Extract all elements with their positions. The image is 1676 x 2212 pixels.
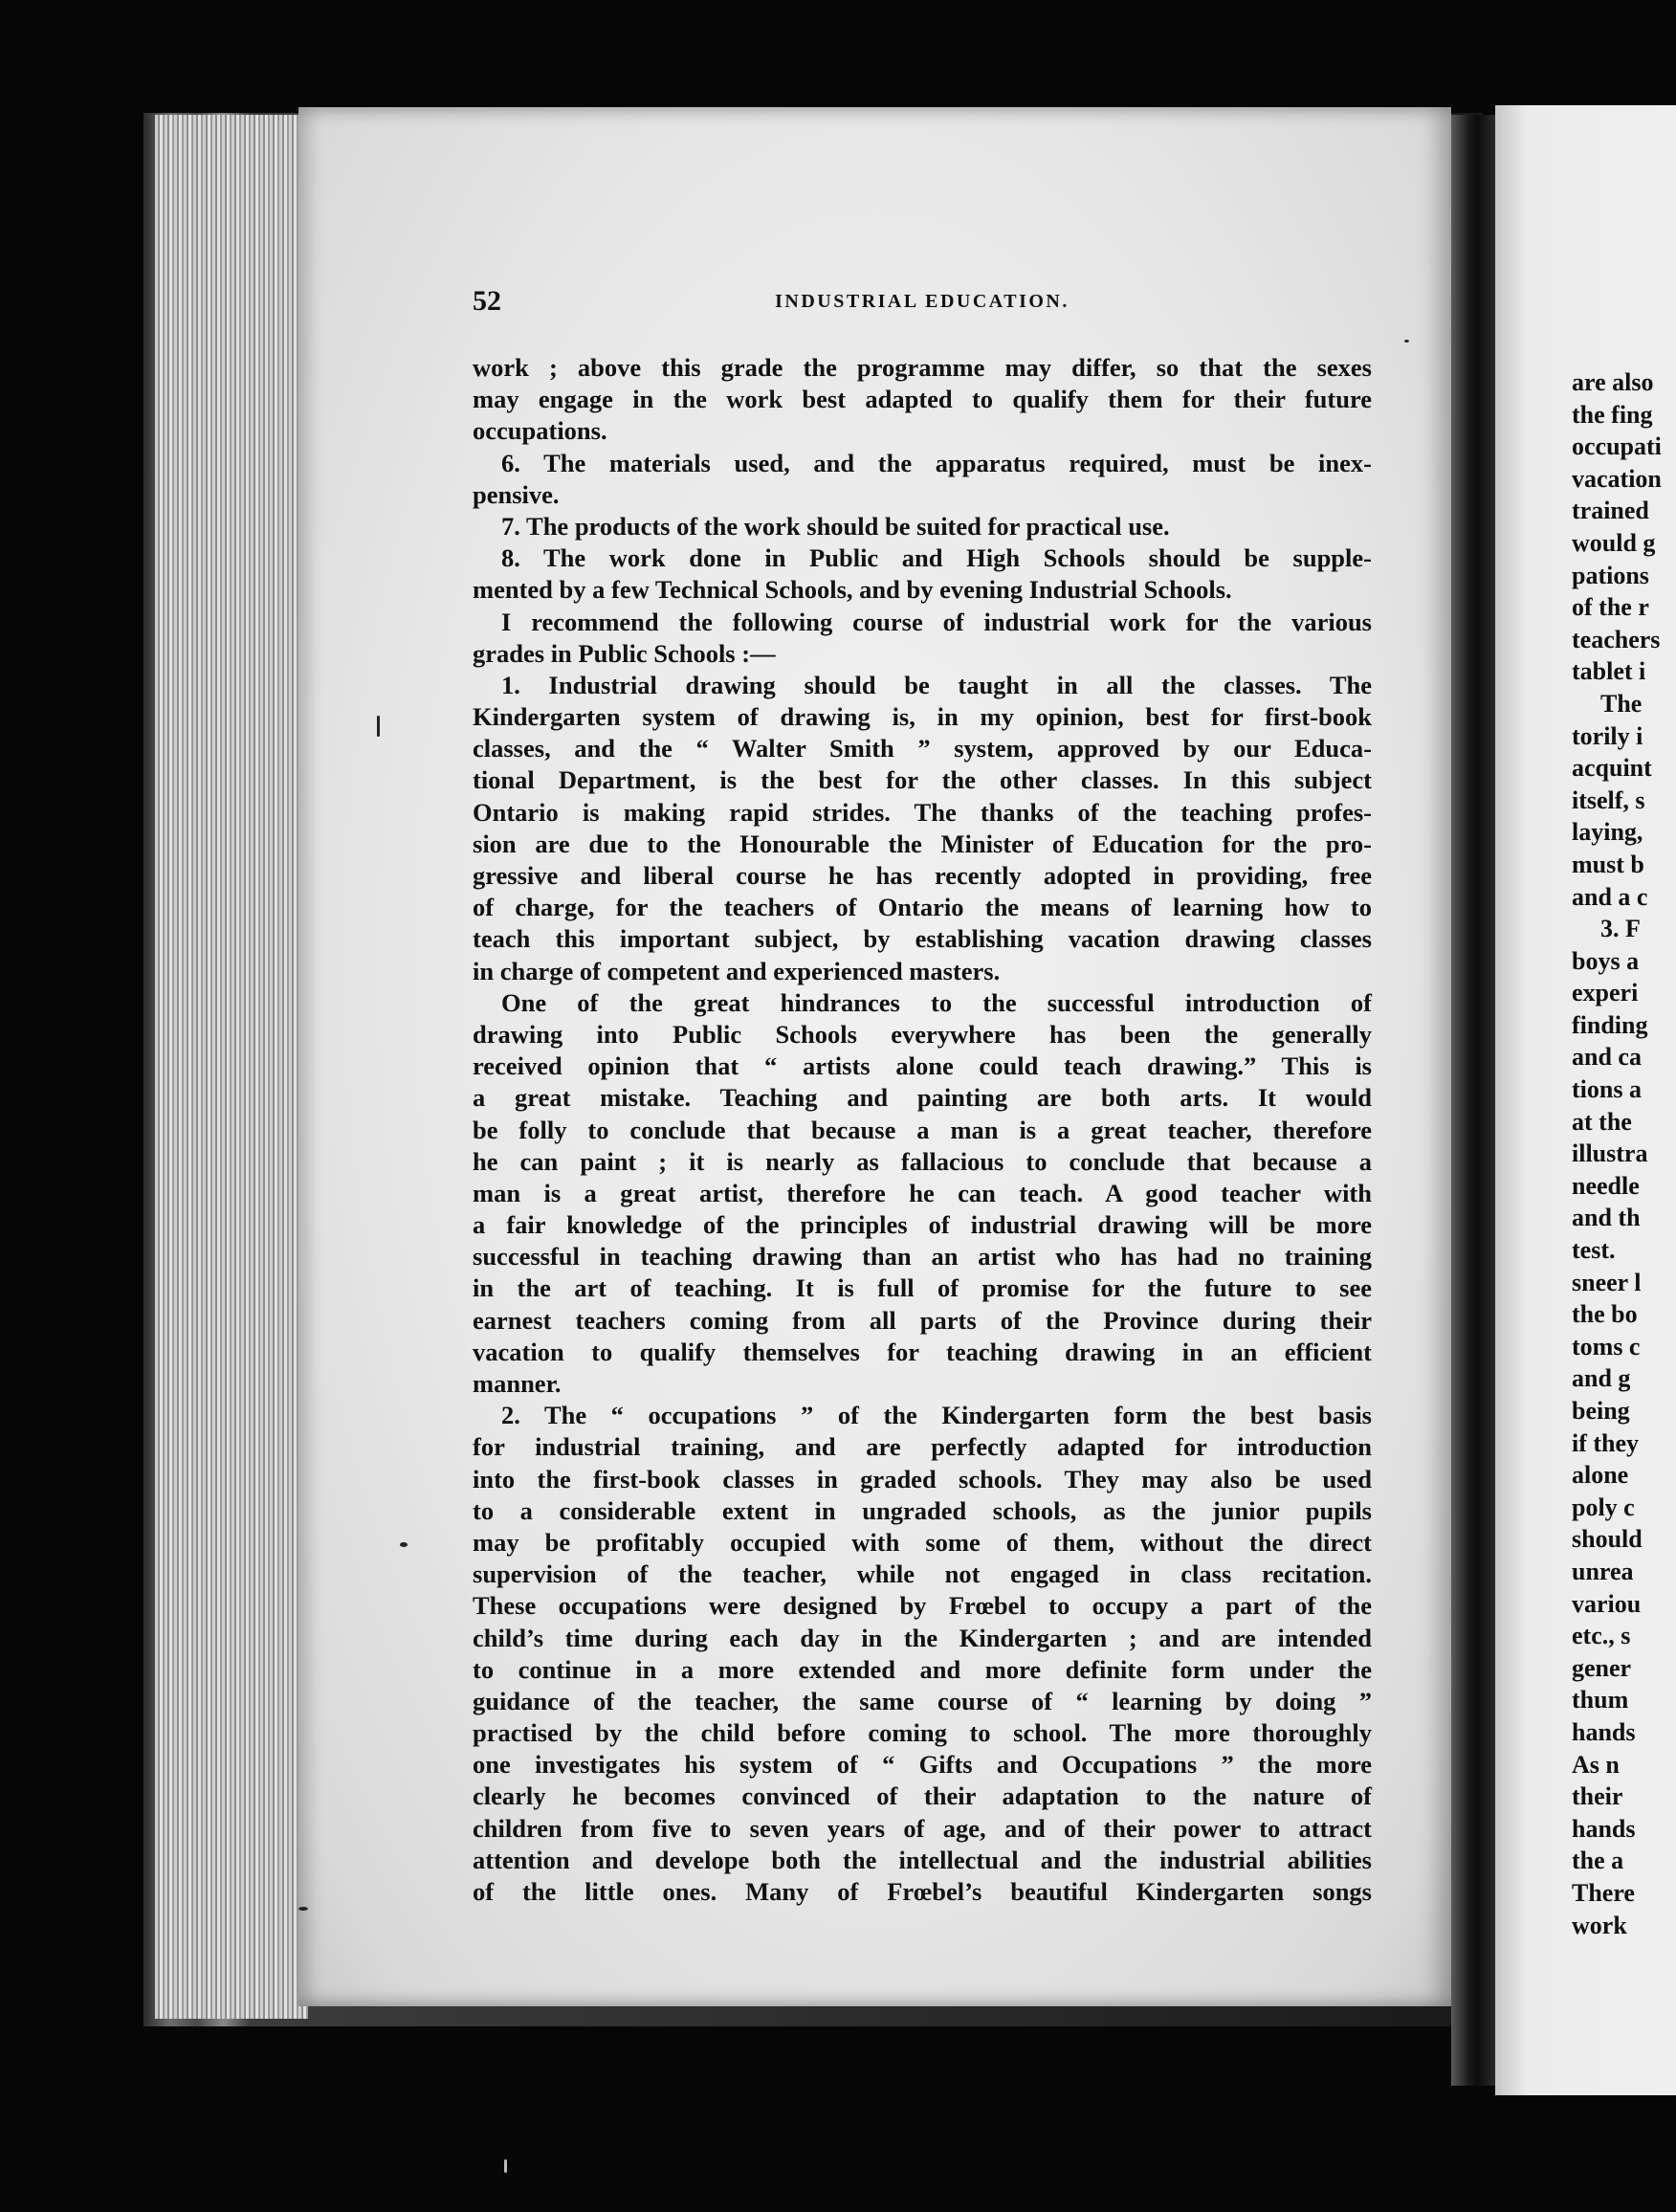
- text-line: earnest teachers coming from all parts of the Province during their: [473, 1305, 1372, 1335]
- right-page-line: etc., s: [1572, 1622, 1631, 1650]
- text-line: of charge, for the teachers of Ontario the means of learning how to: [473, 893, 1372, 922]
- right-page-line: itself, s: [1572, 785, 1645, 814]
- text-line: 8. The work done in Public and High Schools should be supple-: [501, 543, 1372, 573]
- right-page-line: illustra: [1572, 1139, 1648, 1168]
- text-line: a fair knowledge of the principles of industrial drawing will be more: [473, 1210, 1372, 1240]
- text-line: gressive and liberal course he has recently adopted in providing, free: [473, 861, 1372, 890]
- text-line: mented by a few Technical Schools, and by evening Industrial Schools.: [473, 575, 1232, 605]
- page-edges: [155, 115, 308, 2019]
- text-line: of the little ones. Many of Frœbel’s beautiful Kindergarten songs: [473, 1877, 1372, 1906]
- book-gutter: [1451, 115, 1495, 2086]
- right-page-line: test.: [1572, 1236, 1616, 1265]
- right-page-line: needle: [1572, 1171, 1640, 1200]
- text-line: 2. The “ occupations ” of the Kindergarten form the best basis: [501, 1401, 1372, 1430]
- text-line: vacation to qualify themselves for teaching drawing in an efficient: [473, 1337, 1372, 1366]
- text-line: Kindergarten system of drawing is, in my opinion, best for first-book: [473, 702, 1372, 732]
- right-page-line: hands: [1572, 1814, 1636, 1843]
- right-page-line: boys a: [1572, 946, 1640, 975]
- right-page-line: and g: [1572, 1364, 1631, 1393]
- text-line: 1. Industrial drawing should be taught in all the classes. The: [501, 670, 1372, 699]
- right-page-line: are also: [1572, 368, 1654, 396]
- running-head: INDUSTRIAL EDUCATION.: [775, 291, 1070, 312]
- right-page-line: would g: [1572, 528, 1656, 557]
- text-line: 7. The products of the work should be suited for practical use.: [501, 511, 1170, 541]
- right-page-line: sneer l: [1572, 1268, 1642, 1296]
- text-line: for industrial training, and are perfectly adapted for introduction: [473, 1432, 1372, 1462]
- scan-speck: [400, 1542, 408, 1547]
- right-page-line: unrea: [1572, 1557, 1634, 1585]
- right-page-line: variou: [1572, 1589, 1642, 1618]
- text-line: a great mistake. Teaching and painting are both arts. It would: [473, 1083, 1372, 1113]
- right-page-line: gener: [1572, 1653, 1632, 1682]
- page-header: [473, 285, 1372, 323]
- text-line: may be profitably occupied with some of them, without the direct: [473, 1527, 1372, 1557]
- text-line: children from five to seven years of age, and of their power to attract: [473, 1813, 1372, 1843]
- right-page-line: vacation: [1572, 464, 1662, 493]
- right-page-line: at the: [1572, 1107, 1632, 1136]
- right-page-line: the a: [1572, 1847, 1624, 1875]
- text-line: grades in Public Schools :—: [473, 638, 776, 668]
- text-line: teach this important subject, by establishing vacation drawing classes: [473, 924, 1372, 954]
- text-line: guidance of the teacher, the same course of “ learning by doing ”: [473, 1686, 1372, 1715]
- right-page-line: finding: [1572, 1010, 1648, 1039]
- text-line: drawing into Public Schools everywhere has been the generally: [473, 1019, 1372, 1049]
- text-line: be folly to conclude that because a man is a great teacher, therefore: [473, 1115, 1372, 1144]
- text-line: tional Department, is the best for the other classes. In this subject: [473, 765, 1372, 795]
- right-page-line: and ca: [1572, 1043, 1642, 1072]
- text-line: in charge of competent and experienced masters.: [473, 956, 1001, 985]
- scan-speck: [298, 1907, 308, 1911]
- text-line: may engage in the work best adapted to qualify them for their future: [473, 385, 1372, 414]
- scan-speck: [377, 716, 380, 737]
- page-number: 52: [473, 285, 501, 317]
- right-page-line: toms c: [1572, 1332, 1641, 1360]
- right-page-line: laying,: [1572, 818, 1643, 847]
- text-line: classes, and the “ Walter Smith ” system, approved by our Educa-: [473, 734, 1372, 763]
- text-line: supervision of the teacher, while not engaged in class recitation.: [473, 1559, 1372, 1589]
- right-page-line: thum: [1572, 1686, 1629, 1714]
- right-page-line: must b: [1572, 850, 1644, 878]
- text-line: One of the great hindrances to the successful introduction of: [501, 987, 1372, 1017]
- right-page-line: pations: [1572, 561, 1649, 589]
- right-page-line: occupati: [1572, 432, 1662, 461]
- right-page-line: being: [1572, 1397, 1630, 1425]
- right-page-line: As n: [1572, 1750, 1620, 1779]
- text-line: Ontario is making rapid strides. The thanks of the teaching profes-: [473, 797, 1372, 827]
- right-page-line: the fing: [1572, 400, 1653, 429]
- text-line: one investigates his system of “ Gifts and Occupations ” the more: [473, 1750, 1372, 1780]
- right-page-text: [1572, 366, 1676, 1941]
- text-line: in the art of teaching. It is full of promise for the future to see: [473, 1273, 1372, 1303]
- right-page-line: hands: [1572, 1717, 1636, 1746]
- right-page-line: 3. F: [1600, 915, 1641, 943]
- right-page-line: tions a: [1572, 1075, 1642, 1104]
- text-line: he can paint ; it is nearly as fallacious to conclude that because a: [473, 1146, 1372, 1176]
- body-text: [473, 352, 1372, 1908]
- right-page-line: if they: [1572, 1428, 1640, 1457]
- text-line: received opinion that “ artists alone could teach drawing.” This is: [473, 1051, 1372, 1081]
- text-line: to a considerable extent in ungraded schools, as the junior pupils: [473, 1495, 1372, 1525]
- right-page-line: and th: [1572, 1204, 1641, 1232]
- text-line: child’s time during each day in the Kindergarten ; and are intended: [473, 1623, 1372, 1652]
- right-page-line: work: [1572, 1911, 1627, 1939]
- right-page-line: poly c: [1572, 1493, 1635, 1521]
- right-page-line: experi: [1572, 979, 1639, 1007]
- text-line: 6. The materials used, and the apparatus required, must be inex-: [501, 448, 1372, 477]
- right-page-line: acquint: [1572, 754, 1652, 783]
- text-line: manner.: [473, 1369, 562, 1398]
- right-page-line: their: [1572, 1782, 1623, 1811]
- right-page-line: alone: [1572, 1461, 1629, 1490]
- right-page-line: should: [1572, 1525, 1643, 1554]
- text-line: pensive.: [473, 479, 560, 509]
- right-page-line: teachers: [1572, 625, 1661, 653]
- text-line: man is a great artist, therefore he can teach. A good teacher with: [473, 1178, 1372, 1207]
- right-page-line: There: [1572, 1878, 1635, 1907]
- right-page-line: trained: [1572, 497, 1649, 525]
- right-page-line: the bo: [1572, 1300, 1638, 1329]
- text-line: sion are due to the Honourable the Minister of Education for the pro-: [473, 829, 1372, 858]
- text-line: into the first-book classes in graded schools. They may also be used: [473, 1464, 1372, 1493]
- text-line: to continue in a more extended and more definite form under the: [473, 1654, 1372, 1684]
- right-page-line: tablet i: [1572, 657, 1646, 686]
- right-page-line: of the r: [1572, 593, 1649, 622]
- right-page-line: and a c: [1572, 882, 1648, 911]
- right-page-line: torily i: [1572, 721, 1643, 750]
- text-line: successful in teaching drawing than an artist who has had no training: [473, 1242, 1372, 1272]
- scan-speck: [504, 2159, 507, 2173]
- text-line: practised by the child before coming to school. The more thoroughly: [473, 1718, 1372, 1748]
- scan-speck: [1404, 340, 1409, 343]
- text-line: occupations.: [473, 416, 607, 446]
- text-line: attention and develope both the intellectual and the industrial abilities: [473, 1845, 1372, 1874]
- text-line: These occupations were designed by Frœbel to occupy a part of the: [473, 1591, 1372, 1621]
- text-line: work ; above this grade the programme may differ, so that the sexes: [473, 353, 1372, 382]
- text-line: I recommend the following course of industrial work for the various: [501, 607, 1372, 636]
- text-line: clearly he becomes convinced of their adaptation to the nature of: [473, 1781, 1372, 1811]
- right-page-line: The: [1600, 689, 1643, 718]
